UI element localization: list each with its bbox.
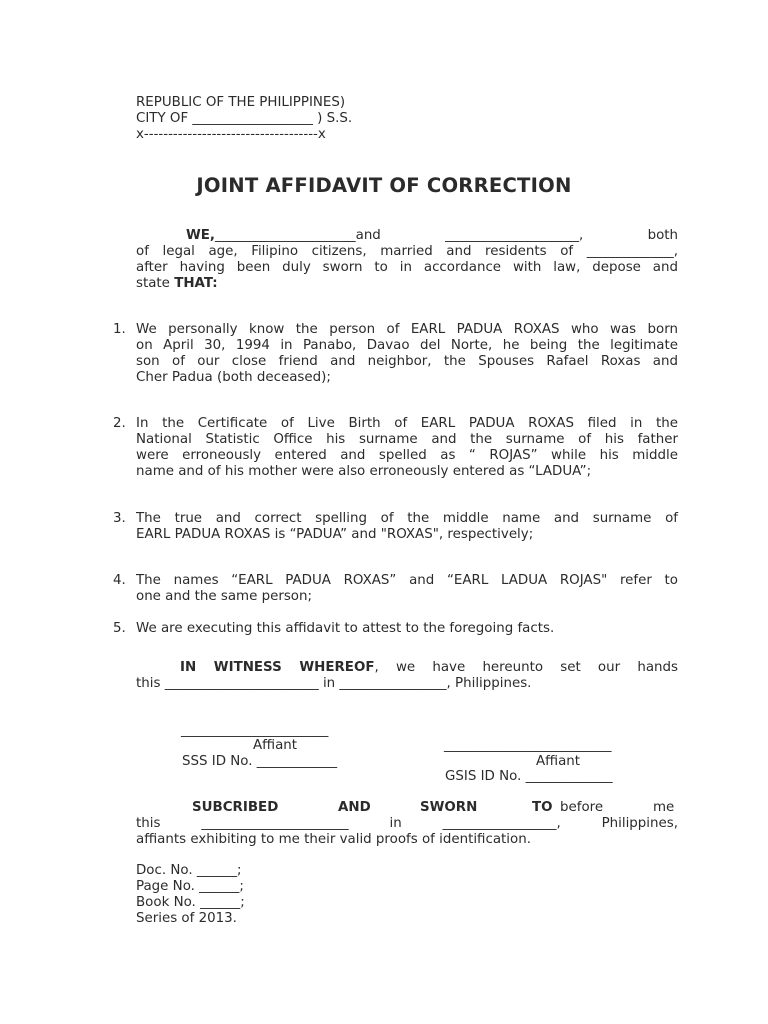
- item-3-line: The true and correct spelling of the middle name and surname of: [136, 511, 678, 526]
- item-1-line: We personally know the person of EARL PADUA ROXAS who was born: [136, 322, 678, 337]
- item-2-line: name and of his mother were also erroneously entered as “LADUA”;: [136, 464, 592, 479]
- witness-paragraph: [136, 660, 678, 692]
- venue-block: [136, 95, 352, 143]
- item-5-number: 5.: [113, 621, 126, 636]
- jurat-paragraph: [136, 800, 678, 848]
- item-2-line: In the Certificate of Live Birth of EARL PADUA ROXAS filed in the: [136, 416, 678, 431]
- jurat-to: TO: [532, 800, 553, 815]
- item-2: [136, 416, 678, 480]
- intro-we: WE,: [186, 228, 216, 243]
- intro-line-1: [136, 228, 678, 244]
- jurat-sworn: SWORN: [420, 800, 478, 815]
- item-1: [136, 322, 678, 386]
- document-title: JOINT AFFIDAVIT OF CORRECTION: [196, 174, 572, 197]
- item-4: [136, 573, 678, 605]
- intro-line-3: after having been duly sworn to in accordance with law, depose and: [136, 260, 678, 275]
- series: Series of 2013.: [136, 911, 237, 926]
- sss-id-field: SSS ID No. ____________: [182, 754, 338, 769]
- jurat-me: me: [653, 800, 675, 815]
- left-affiant-label: Affiant: [253, 738, 298, 753]
- intro-state: state: [136, 276, 175, 291]
- gsis-id-field: GSIS ID No. _____________: [445, 769, 613, 784]
- jurat-line-3: affiants exhibiting to me their valid proofs of identification.: [136, 832, 531, 847]
- item-3-number: 3.: [113, 511, 126, 526]
- intro-paragraph: [136, 228, 678, 292]
- item-1-number: 1.: [113, 322, 126, 337]
- notarial-block: [136, 863, 245, 927]
- item-1-line: on April 30, 1994 in Panabo, Davao del Norte, he being the legitimate: [136, 338, 678, 353]
- jurat-before: before: [560, 800, 604, 815]
- item-2-number: 2.: [113, 416, 126, 431]
- item-2-line: National Statistic Office his surname and the surname of his father: [136, 432, 678, 447]
- venue-republic: REPUBLIC OF THE PHILIPPINES): [136, 95, 346, 110]
- witness-text: , we have hereunto set our hands: [374, 660, 678, 675]
- left-signature-line: ______________________: [181, 723, 329, 738]
- jurat-and: AND: [338, 800, 371, 815]
- item-3: [136, 511, 678, 543]
- jurat-subscribed: SUBCRIBED: [192, 800, 279, 815]
- item-4-line: one and the same person;: [136, 589, 312, 604]
- item-5-line: We are executing this affidavit to attest to the foregoing facts.: [136, 621, 555, 636]
- jurat-line-2: this ______________________ in _________________, Philippines,: [136, 816, 678, 831]
- witness-line-2: this _______________________ in ________________, Philippines.: [136, 676, 532, 691]
- book-no: Book No. ______;: [136, 895, 245, 910]
- doc-no: Doc. No. ______;: [136, 863, 242, 878]
- intro-that: THAT:: [174, 276, 218, 291]
- jurat-line-1: [136, 800, 678, 816]
- right-affiant-label: Affiant: [536, 754, 581, 769]
- page-no: Page No. ______;: [136, 879, 244, 894]
- item-4-number: 4.: [113, 573, 126, 588]
- witness-bold: IN WITNESS WHEREOF: [180, 660, 375, 675]
- right-signature-line: _________________________: [444, 738, 612, 753]
- item-3-line: EARL PADUA ROXAS is “PADUA” and "ROXAS", respectively;: [136, 527, 534, 542]
- item-2-line: were erroneously entered and spelled as “ ROJAS” while his middle: [136, 448, 678, 463]
- venue-city: CITY OF __________________ ) S.S.: [136, 111, 353, 126]
- venue-separator: x------------------------------------x: [136, 127, 326, 142]
- item-5: [136, 621, 678, 637]
- intro-line-4: [136, 276, 678, 292]
- witness-line-1: [136, 660, 678, 676]
- intro-line-2: of legal age, Filipino citizens, married and residents of _____________,: [136, 244, 678, 259]
- item-4-line: The names “EARL PADUA ROXAS” and “EARL LADUA ROJAS" refer to: [136, 573, 678, 588]
- item-1-line: Cher Padua (both deceased);: [136, 370, 331, 385]
- intro-parties: _____________________and ____________________, both: [215, 228, 678, 243]
- item-1-line: son of our close friend and neighbor, the Spouses Rafael Roxas and: [136, 354, 678, 369]
